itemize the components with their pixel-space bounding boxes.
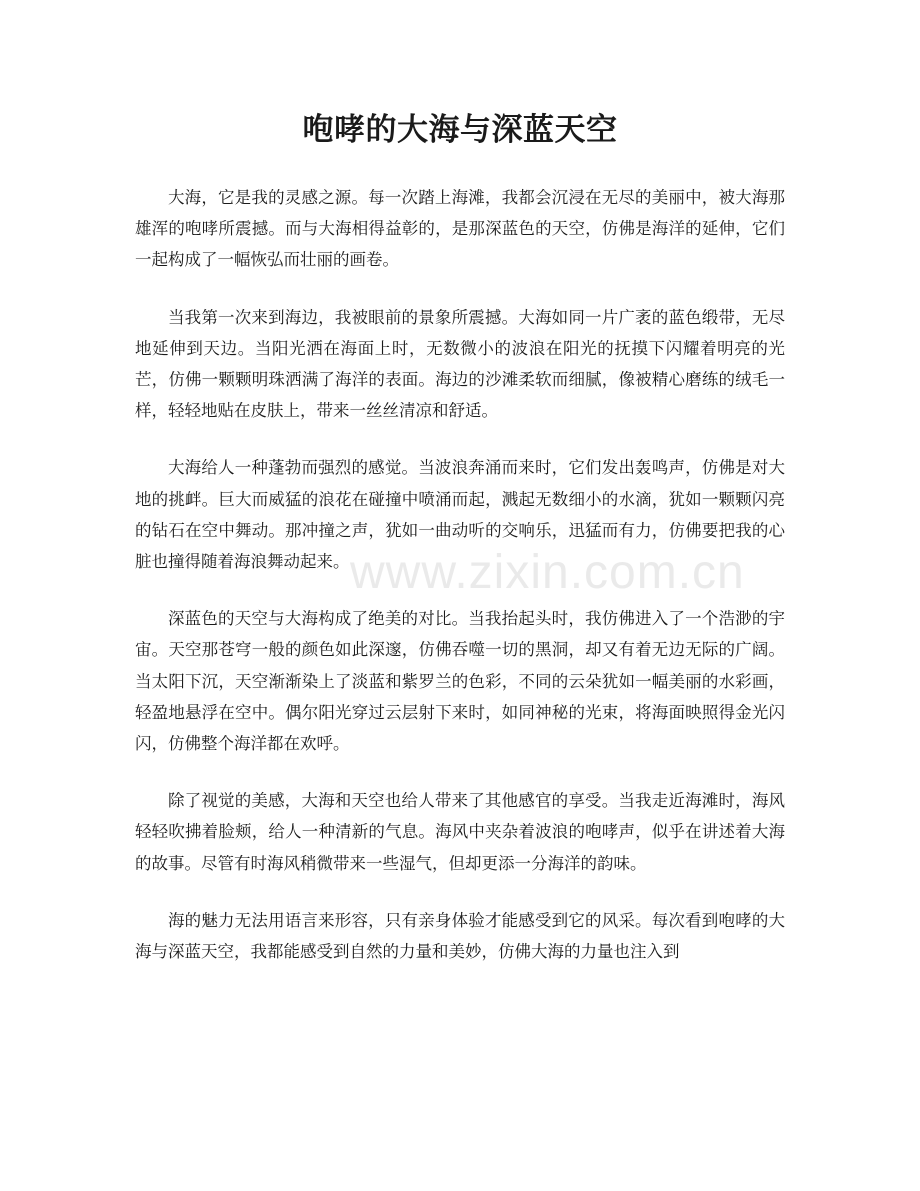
paragraph-4: 深蓝色的天空与大海构成了绝美的对比。当我抬起头时，我仿佛进入了一个浩渺的宇宙。天空那苍穹一般的颜色如此深邃，仿佛吞噬一切的黑洞，却又有着无边无际的广阔。当太阳下沉，天空渐渐染上了淡蓝和紫罗兰的色彩，不同的云朵犹如一幅美丽的水彩画，轻盈地悬浮在空中。偶尔阳光穿过云层射下来时，如同神秘的光束，将海面映照得金光闪闪，仿佛整个海洋都在欢呼。 — [135, 609, 785, 754]
document-title: 咆哮的大海与深蓝天空 — [302, 112, 618, 148]
paragraph-6: 海的魅力无法用语言来形容，只有亲身体验才能感受到它的风采。每次看到咆哮的大海与深蓝天空，我都能感受到自然的力量和美妙，仿佛大海的力量也注入到 — [135, 910, 785, 962]
paragraph-5: 除了视觉的美感，大海和天空也给人带来了其他感官的享受。当我走近海滩时，海风轻轻吹拂着脸颊，给人一种清新的气息。海风中夹杂着波浪的咆哮声，似乎在讲述着大海的故事。尽管有时海风稍微带来一些湿气，但却更添一分海洋的韵味。 — [135, 791, 785, 873]
paragraph-2: 当我第一次来到海边，我被眼前的景象所震撼。大海如同一片广袤的蓝色缎带，无尽地延伸到天边。当阳光洒在海面上时，无数微小的波浪在阳光的抚摸下闪耀着明亮的光芒，仿佛一颗颗明珠洒满了海洋的表面。海边的沙滩柔软而细腻，像被精心磨练的绒毛一样，轻轻地贴在皮肤上，带来一丝丝清凉和舒适。 — [135, 307, 785, 421]
paragraph-3: 大海给人一种蓬勃而强烈的感觉。当波浪奔涌而来时，它们发出轰鸣声，仿佛是对大地的挑衅。巨大而威猛的浪花在碰撞中喷涌而起，溅起无数细小的水滴，犹如一颗颗闪亮的钻石在空中舞动。那冲撞之声，犹如一曲动听的交响乐，迅猛而有力，仿佛要把我的心脏也撞得随着海浪舞动起来。 — [135, 458, 785, 572]
paragraph-1: 大海，它是我的灵感之源。每一次踏上海滩，我都会沉浸在无尽的美丽中，被大海那雄浑的咆哮所震撼。而与大海相得益彰的，是那深蓝色的天空，仿佛是海洋的延伸，它们一起构成了一幅恢弘而壮丽的画卷。 — [135, 188, 785, 270]
document-body — [135, 182, 785, 993]
watermark: www.zixin.com.cn — [350, 546, 745, 599]
